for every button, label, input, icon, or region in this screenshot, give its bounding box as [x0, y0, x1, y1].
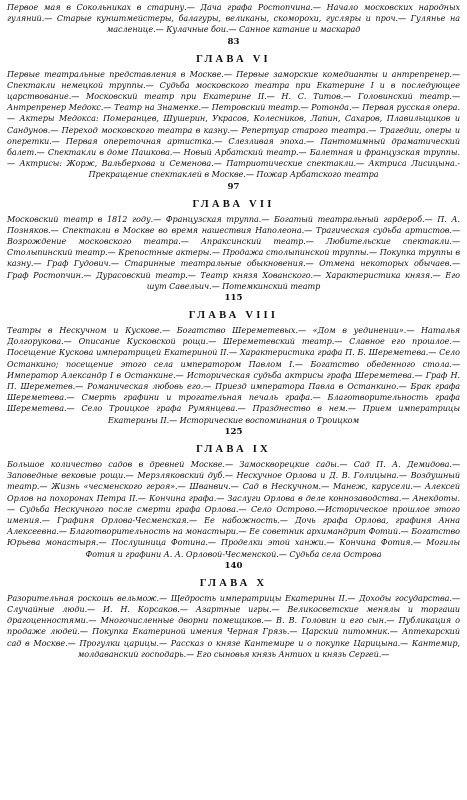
chapter-title: ГЛАВА IX [196, 443, 271, 455]
chapter-title: ГЛАВА VIII [188, 310, 279, 322]
page-number: 97 [227, 181, 240, 192]
section-ch6 [7, 37, 460, 181]
chapter-summary: Первые театральные представления в Москве.— Первые заморские комедианты и антрепренер.— Спектакли немецкой труппы.— Судьба московского театра при Екатерине I и в последующее царствование.— Московский театр при Екатерине II.— Н. С. Титов.— Головинский театр.— Антрепренер Медокс.— Театр на Знаменке.— Петровский театр.— Ротонда.— Первая русская опера.— Актеры Медокса: Померанцев, Шушерин, Украсов, Колесников, Лапин, Сахаров, Плавильщиков и Сандунов.— Переход московского театра в казну.— Репертуар старого театра.— Трагедии, оперы и оперетки.— Первая опереточная артистка.— Слезливая эпоха.— Пантомимный драматический балет.— Спектакли в доме Пашкова.— Новый Арбатский театр.— Балетная и французская труппы.— Актрисы: Жорж, Вальберхова и Семенова.— Патриотические спектакли.— Актриса Лисицына.- Прекращение спектаклей в Москве.— Пожар Арбатского театра [7, 68, 460, 180]
section-ch10 [7, 561, 460, 660]
page-number: 115 [224, 293, 243, 304]
chapter-summary: Театры в Нескучном и Кускове.— Богатство Шереметевых.— «Дом в уединении».— Наталья Долгорукова.— Описание Кусковской рощи.— Шереметевский театр.— Славное его прошлое.— Посещение Кускова императрицей Екатериной II.— Характеристика графа П. Б. Шереметева.— Село Останкино; посещение этого села императором Павлом I.— Богатство обеденного стола.— Император Александр I в Останкине.— Историческая судьба актрисы графа Шереметева.— Граф Н. П. Шереметев.— Романическая любовь его.— Приезд императора Павла в Останкино.— Брак графа Шереметева.— Смерть графини и трогательная печаль графа.— Благотворительность графа Шереметева.— Село Троицкое графа Румянцева.— Празднество в нем.— Прием императрицы Екатерины II.— Исторические воспоминания о Троицком [7, 325, 460, 425]
page-number: 140 [224, 560, 243, 571]
chapter-title: ГЛАВА VII [192, 198, 275, 210]
section-ch7 [7, 182, 460, 292]
chapter-summary: Большое количество садов в древней Москве.— Замоскворецкие сады.— Сад П. А. Демидова.— Заповедные вековые рощи.— Мерзляковский дуб.— Нескучное Орлова и Д. В. Голицына.— Воздушный театр.— Жизнь «чесменского героя».— Шванвич.— Сад в Нескучном.— Манеж, карусели.— Алексей Орлов на похоронах Петра II.— Кончина графа.— Заслуги Орлова в деле коннозаводства.— Анекдоты.— Судьба Нескучного после смерти графа Орлова.— Село Острово.—Историческое прошлое этого имения.— Графиня Орлова-Чесменская.— Ее набожность.— Дочь графа Орлова, графиня Анна Алексеевна.— Благотворительность на монастыри.— Ее советник архимандрит Фотий.— Богатство Юрьева монастыря.— Послушница Фотина.— Проделки этой ханжи.— Кончина Фотия.— Могилы Фотия и графини А. А. Орловой-Чесменской.— Судьба села Острова [7, 458, 460, 559]
chapter-summary: Московский театр в 1812 году.— Французская труппа.— Богатый театральный гардероб.— П. А. Позняков.— Спектакли в Москве во время нашествия Наполеона.— Трагическая судьба артистов.— Возрождение московского театра.— Апраксинский театр.— Любительские спектакли.— Столыпинский театр.— Крепостные актеры.— Продажа столыпинской труппы.— Покупка труппы в казну.— Граф Гудович.— Старинные театральные обыкновения.— Отмена некоторых обычаев.— Граф Ростопчин.— Дурасовский театр.— Театр князя Хованского.— Характеристика князя.— Его шут Савельич.— Потемкинский театр [7, 213, 460, 291]
section-ch9 [7, 427, 460, 560]
chapter-title: ГЛАВА VI [196, 53, 271, 65]
chapter-title: ГЛАВА X [199, 577, 268, 589]
page-number: 125 [224, 426, 243, 437]
intro-paragraph: Первое мая в Сокольниках в старину.— Дача графа Ростопчина.— Начало московских народных гуляний.— Старые кунштмейстеры, балагуры, великаны, скоморохи, гусляры и проч.— Гулянье на масленице.— Кулачные бои.— Санное катание и маскарад [7, 2, 460, 35]
chapter-summary: Разорительная роскошь вельмож.— Щедрость императрицы Екатерины II.— Доходы государства.— Случайные люди.— И. Н. Корсаков.— Азартные игры.— Великосветские менялы и торгаши драгоценностями.— Многочисленные дворни помещиков.— В. В. Головин и его сын.— Публикация о продаже людей.— Покупка Екатериной имения Черная Грязь.— Царский питомник.— Аптекарский сад в Москве.— Прогулки царицы.— Рассказ о князе Кантемире и о покупке Царицына.— Кантемир, молдаванский господарь.— Его сыновья князь Антиох и князь Сергей.— [7, 592, 460, 659]
page-number: 83 [227, 36, 240, 47]
section-ch8 [7, 293, 460, 426]
